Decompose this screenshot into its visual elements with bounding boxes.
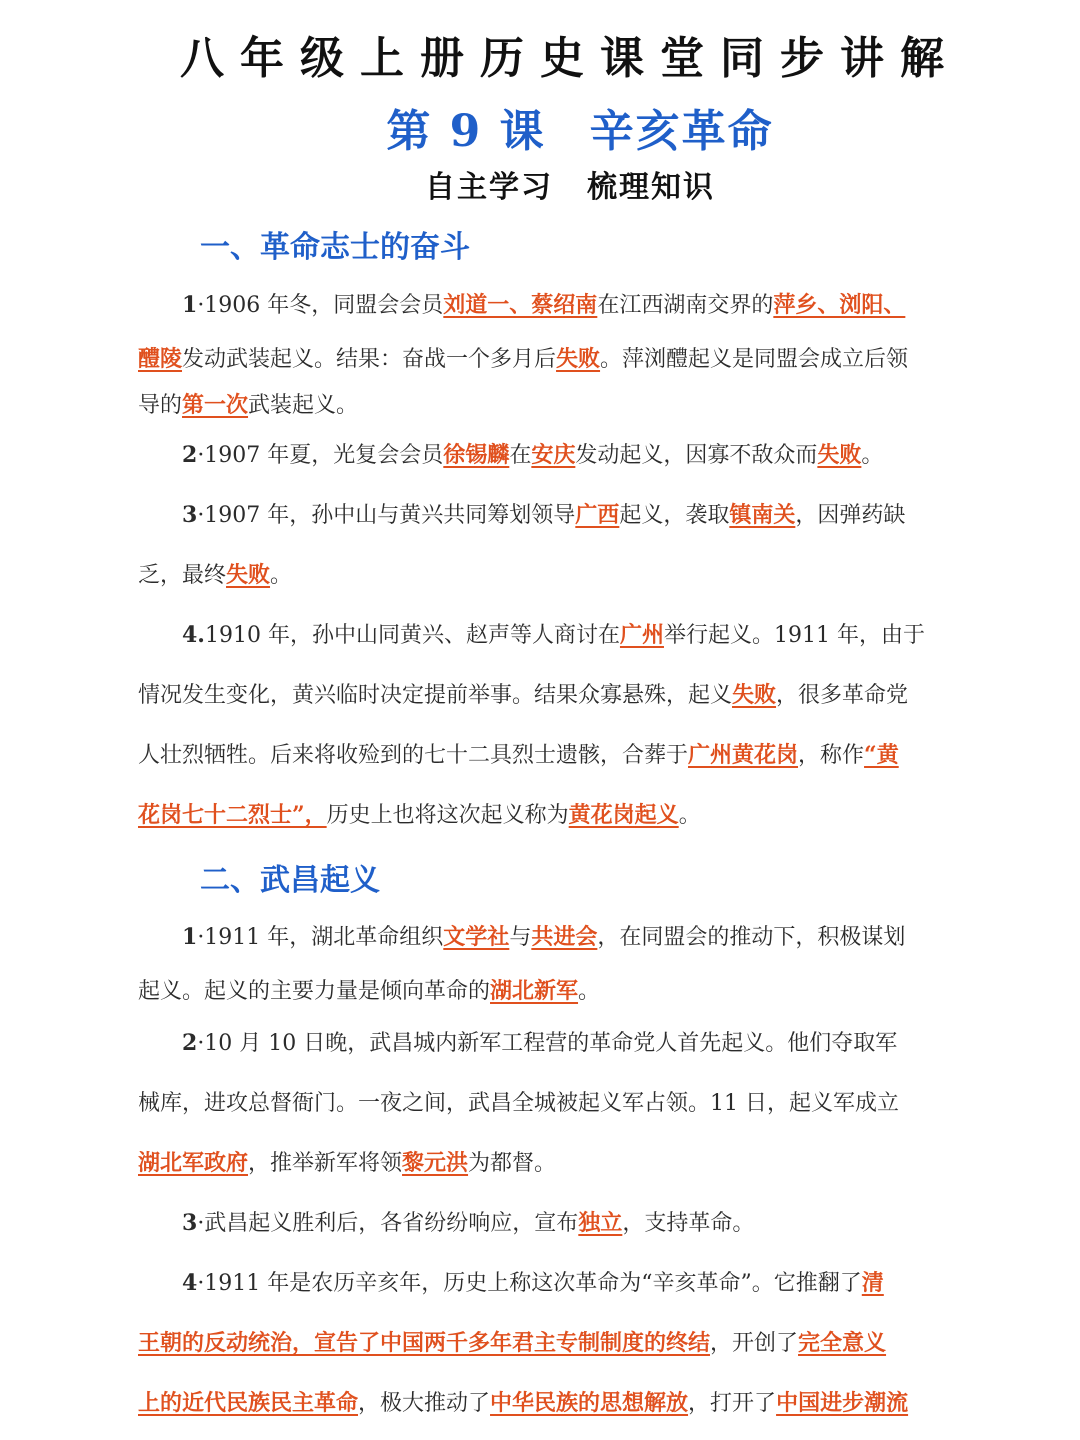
text-run: ·1911 年是农历辛亥年，历史上称这次革命为“辛亥革命”。它推翻了 — [197, 1271, 862, 1296]
key-term: 失败 — [556, 346, 601, 372]
text-line — [182, 438, 883, 469]
text-run: ，因弹药缺 — [795, 503, 906, 528]
text-run: 械库，进攻总督衙门。一夜之间，武昌全城被起义军占领。11 日，起义军成立 — [138, 1091, 899, 1116]
key-term: 上的近代民族民主革命 — [138, 1390, 359, 1416]
text-line — [138, 388, 358, 419]
text-run: 。 — [678, 803, 701, 828]
key-term: 失败 — [817, 442, 862, 468]
lesson-title — [0, 95, 1080, 159]
lesson-number: 第 9 课 — [386, 106, 546, 157]
text-run: 导的 — [138, 393, 183, 418]
text-run: ，很多革命党 — [776, 683, 909, 708]
key-term: 花岗七十二烈士”， — [138, 802, 327, 828]
item-number: 3 — [182, 1210, 198, 1236]
key-term: 萍乡、浏阳、 — [773, 292, 906, 318]
text-run: 。 — [578, 979, 601, 1004]
key-term: 中国进步潮流 — [776, 1390, 909, 1416]
text-line — [182, 288, 905, 319]
text-run: 举行起义。1911 年，由于 — [663, 623, 925, 648]
key-term: 完全意义 — [798, 1330, 887, 1356]
text-run: ·武昌起义胜利后，各省纷纷响应，宣布 — [197, 1211, 579, 1236]
item-number: 1 — [182, 292, 198, 318]
text-run: 与 — [509, 925, 532, 950]
text-run: ·1906 年冬，同盟会会员 — [197, 293, 444, 318]
item-number: 2 — [182, 442, 198, 468]
text-run: 为都督。 — [468, 1151, 557, 1176]
section-heading-1: 一、革命志士的奋斗 — [200, 230, 470, 265]
key-term: 黄花岗起义 — [568, 802, 679, 828]
text-run: 在江西湖南交界的 — [597, 293, 774, 318]
text-run: 乏，最终 — [138, 563, 227, 588]
item-number: 4. — [182, 622, 205, 648]
lesson-name: 辛亥革命 — [589, 106, 774, 157]
key-term: 湖北军政府 — [138, 1150, 249, 1176]
subtitle-knowledge: 梳理知识 — [587, 170, 715, 205]
text-run: ·1907 年夏，光复会会员 — [197, 443, 444, 468]
item-number: 1 — [182, 924, 198, 950]
text-line — [182, 920, 905, 951]
subtitle — [0, 162, 1080, 206]
key-term: 黎元洪 — [402, 1150, 469, 1176]
main-title: 八年级上册历史课堂同步讲解 — [180, 33, 960, 84]
text-line — [138, 678, 908, 709]
key-term: “黄 — [864, 742, 899, 768]
text-run: ·1907 年，孙中山与黄兴共同筹划领导 — [197, 503, 576, 528]
text-run: ，在同盟会的推动下，积极谋划 — [597, 925, 906, 950]
key-term: 广州黄花岗 — [688, 742, 799, 768]
text-run: 在 — [509, 443, 532, 468]
text-line — [138, 1086, 899, 1117]
key-term: 共进会 — [531, 924, 598, 950]
text-line — [182, 498, 905, 529]
key-term: 醴陵 — [138, 346, 183, 372]
key-term: 刘道一、蔡绍南 — [443, 292, 598, 318]
text-line — [182, 618, 925, 649]
text-line — [182, 1206, 754, 1237]
key-term: 广西 — [575, 502, 620, 528]
subtitle-self-study: 自主学习 — [425, 170, 553, 205]
text-run: 发动起义，因寡不敌众而 — [575, 443, 818, 468]
key-term: 湖北新军 — [490, 978, 579, 1004]
item-number: 3 — [182, 502, 198, 528]
key-term: 王朝的反动统治，宣告了中国两千多年君主专制制度的终结 — [138, 1330, 711, 1356]
item-number: 4 — [182, 1270, 198, 1296]
text-run: 人壮烈牺牲。后来将收殓到的七十二具烈士遗骸，合葬于 — [138, 743, 689, 768]
text-run: ，推举新军将领 — [248, 1151, 403, 1176]
text-run: 历史上也将这次起义称为 — [326, 803, 569, 828]
text-run: 起义。起义的主要力量是倾向革命的 — [138, 979, 491, 1004]
key-term: 失败 — [732, 682, 777, 708]
text-line — [138, 1386, 908, 1417]
text-run: 武装起义。 — [248, 393, 359, 418]
section-heading-2: 二、武昌起义 — [200, 863, 380, 898]
text-line — [138, 558, 292, 589]
text-run: ，开创了 — [710, 1331, 799, 1356]
text-line — [138, 738, 899, 769]
key-term: 失败 — [226, 562, 271, 588]
key-term: 中华民族的思想解放 — [490, 1390, 689, 1416]
text-run: ，称作 — [798, 743, 865, 768]
key-term: 镇南关 — [729, 502, 796, 528]
text-line — [138, 974, 600, 1005]
text-run: 1910 年，孙中山同黄兴、赵声等人商讨在 — [204, 623, 620, 648]
key-term: 清 — [861, 1270, 884, 1296]
text-run: 。萍浏醴起义是同盟会成立后领 — [600, 347, 909, 372]
text-run: 情况发生变化，黄兴临时决定提前举事。结果众寡悬殊，起义 — [138, 683, 733, 708]
text-run: ，打开了 — [688, 1391, 777, 1416]
text-run: ·1911 年，湖北革命组织 — [197, 925, 444, 950]
text-run: 起义，袭取 — [619, 503, 730, 528]
text-run: ，支持革命。 — [622, 1211, 755, 1236]
key-term: 第一次 — [182, 392, 249, 418]
text-line — [138, 1146, 556, 1177]
text-run: 发动武装起义。结果：奋战一个多月后 — [182, 347, 557, 372]
text-run: ，极大推动了 — [358, 1391, 491, 1416]
key-term: 独立 — [578, 1210, 623, 1236]
text-line — [138, 342, 908, 373]
text-line — [182, 1266, 884, 1297]
key-term: 文学社 — [443, 924, 510, 950]
key-term: 徐锡麟 — [443, 442, 510, 468]
key-term: 安庆 — [531, 442, 576, 468]
text-run: ·10 月 10 日晚，武昌城内新军工程营的革命党人首先起义。他们夺取军 — [197, 1031, 898, 1056]
key-term: 广州 — [619, 622, 664, 648]
text-run: 。 — [861, 443, 884, 468]
text-line — [138, 1326, 886, 1357]
text-line — [182, 1026, 897, 1057]
text-run: 。 — [270, 563, 293, 588]
text-line — [138, 798, 701, 829]
item-number: 2 — [182, 1030, 198, 1056]
